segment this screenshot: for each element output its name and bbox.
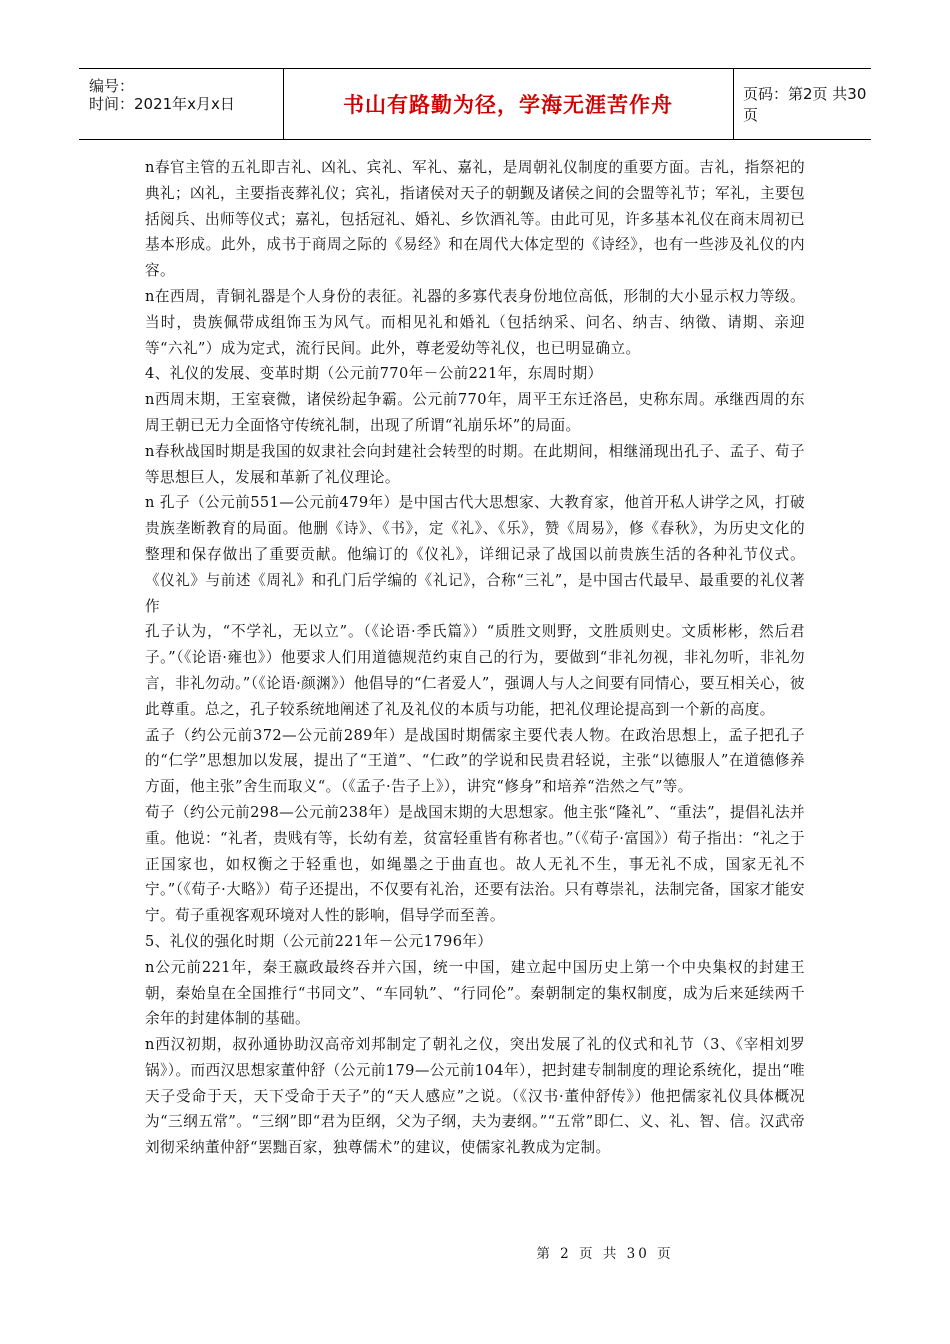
paragraph: 孔子认为，“不学礼，无以立”。（《论语·季氏篇》）“质胜文则野，文胜质则史。文质彬彬，然后君子。”（《论语·雍也》）他要求人们用道德规范约束自己的行为，要做到“非礼勿视，非礼勿听，非礼勿言，非礼勿动。”（《论语·颜渊》）他倡导的“仁者爱人”，强调人与人之间要有同情心，要互相关心，彼此尊重。总之，孔子较系统地阐述了礼及礼仪的本质与功能，把礼仪理论提高到一个新的高度。 <box>145 623 805 718</box>
paragraph: n春官主管的五礼即吉礼、凶礼、宾礼、军礼、嘉礼，是周朝礼仪制度的重要方面。吉礼，指祭祀的典礼；凶礼，主要指丧葬礼仪；宾礼，指诸侯对天子的朝觐及诸侯之间的会盟等礼节；军礼，主要包括阅兵、出师等仪式；嘉礼，包括冠礼、婚礼、乡饮酒礼等。由此可见，许多基本礼仪在商末周初已基本形成。此外，成书于商周之际的《易经》和在周代大体定型的《诗经》，也有一些涉及礼仪的内容。 <box>145 159 805 280</box>
section-heading: 5、礼仪的强化时期（公元前221年－公元1796年） <box>145 932 493 950</box>
header-motto: 书山有路勤为径，学海无涯苦作舟 <box>343 93 673 117</box>
header-page-number: 页码：第2页 共30页 <box>743 85 867 124</box>
paragraph: n西汉初期，叔孙通协助汉高帝刘邦制定了朝礼之仪，突出发展了礼的仪式和礼节（3、《宰相刘罗锅》）。而西汉思想家董仲舒（公元前179—公元前104年），把封建专制制度的理论系统化，提出“唯天子受命于天，天下受命于天子”的“天人感应”之说。（《汉书·董仲舒传》）他把儒家礼仪具体概况为“三纲五常”。“三纲”即“君为臣纲，父为子纲，夫为妻纲。”“五常”即仁、义、礼、智、信。汉武帝刘彻采纳董仲舒“罢黜百家，独尊儒术”的建议，使儒家礼教成为定制。 <box>145 1036 805 1157</box>
paragraph: 荀子（约公元前298—公元前238年）是战国末期的大思想家。他主张“隆礼”、“重法”，提倡礼法并重。他说：“礼者，贵贱有等，长幼有差，贫富轻重皆有称者也。”（《荀子·富国》）荀子指出：“礼之于正国家也，如权衡之于轻重也，如绳墨之于曲直也。故人无礼不生，事无礼不成，国家无礼不宁。”（《荀子·大略》）荀子还提出，不仅要有礼治，还要有法治。只有尊崇礼，法制完备，国家才能安宁。荀子重视客观环境对人性的影响，倡导学而至善。 <box>145 803 805 925</box>
paragraph: n西周末期，王室衰微，诸侯纷起争霸。公元前770年，周平王东迁洛邑，史称东周。承继西周的东周王朝已无力全面恪守传统礼制，出现了所谓“礼崩乐坏”的局面。 <box>145 391 805 434</box>
page-footer: 第 2 页 共 30 页 <box>536 1246 674 1262</box>
paragraph: n春秋战国时期是我国的奴隶社会向封建社会转型的时期。在此期间，相继涌现出孔子、孟子、荀子等思想巨人，发展和革新了礼仪理论。 <box>145 442 805 486</box>
page-header <box>79 68 871 140</box>
paragraph: 孟子（约公元前372—公元前289年）是战国时期儒家主要代表人物。在政治思想上，孟子把孔子的“仁学”思想加以发展，提出了“王道”、“仁政”的学说和民贵君轻说，主张“以德服人”在道德修养方面，他主张”舍生而取义“。（《孟子·告子上》），讲究“修身”和培养“浩然之气”等。 <box>145 726 805 796</box>
paragraph: n在西周，青铜礼器是个人身份的表征。礼器的多寡代表身份地位高低，形制的大小显示权力等级。当时，贵族佩带成组饰玉为风气。而相见礼和婚礼（包括纳采、问名、纳吉、纳徵、请期、亲迎等“六礼”）成为定式，流行民间。此外，尊老爱幼等礼仪，也已明显确立。 <box>145 287 805 357</box>
paragraph: n 孔子（公元前551—公元前479年）是中国古代大思想家、大教育家，他首开私人讲学之风，打破贵族垄断教育的局面。他删《诗》、《书》，定《礼》、《乐》，赞《周易》，修《春秋》，为历史文化的整理和保存做出了重要贡献。他编订的《仪礼》，详细记录了战国以前贵族生活的各种礼节仪式。《仪礼》与前述《周礼》和孔门后学编的《礼记》，合称“三礼”，是中国古代最早、最重要的礼仪著作 <box>145 494 805 615</box>
header-meta-cell <box>79 69 284 139</box>
section-heading: 4、礼仪的发展、变革时期（公元前770年－公前221年，东周时期） <box>145 365 603 383</box>
document-date-label: 时间：2021年x月x日 <box>89 95 235 113</box>
document-number-label: 编号： <box>89 77 135 95</box>
paragraph: n公元前221年，秦王嬴政最终吞并六国，统一中国，建立起中国历史上第一个中央集权的封建王朝，秦始皇在全国推行“书同文”、“车同轨”、“行同伦”。秦朝制定的集权制度，成为后来延续两千余年的封建体制的基础。 <box>145 958 805 1028</box>
header-motto-cell <box>283 69 734 139</box>
document-body <box>145 155 805 1161</box>
